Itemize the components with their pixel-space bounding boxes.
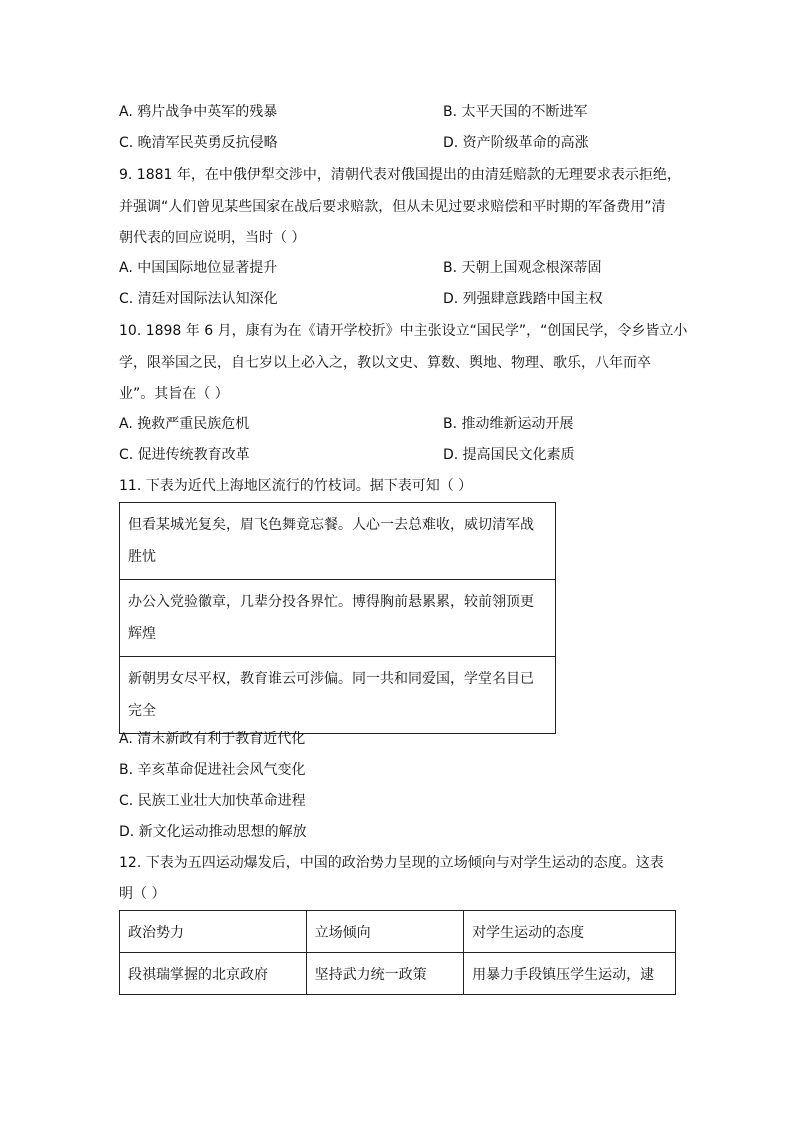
poem-line: 新朝男女尽平权，教育谁云可涉偏。同一共和同爱国，学堂名目已 — [128, 671, 534, 687]
q10-stem-line-2: 学，限举国之民，自七岁以上必入之，教以文史、算数、舆地、物理、歌乐，八年而卒 — [119, 355, 651, 371]
q10-stem-line-1: 10. 1898 年 6 月，康有为在《请开学校折》中主张设立“国民学”，“创国民学，令乡皆立小 — [119, 323, 688, 339]
q10-option-c[interactable]: C. 促进传统教育改革 — [119, 447, 250, 463]
q9-stem-line-3: 朝代表的回应说明，当时（ ） — [119, 230, 306, 246]
q8-option-c[interactable]: C. 晚清军民英勇反抗侵略 — [119, 135, 278, 151]
q10-option-b[interactable]: B. 推动维新运动开展 — [443, 416, 574, 432]
poem-line: 辉煌 — [128, 626, 156, 642]
column-header: 对学生运动的态度 — [464, 911, 676, 953]
poem-line: 完全 — [128, 703, 156, 719]
q11-option-c[interactable]: C. 民族工业壮大加快革命进程 — [119, 793, 306, 809]
table-cell — [120, 657, 556, 734]
poem-line: 办公入党验徽章，几辈分投各界忙。博得胸前悬累累，较前翎顶更 — [128, 594, 534, 610]
q11-option-d[interactable]: D. 新文化运动推动思想的解放 — [119, 824, 307, 840]
poem-line: 胜忧 — [128, 549, 156, 565]
q12-politics-table — [119, 910, 676, 995]
q11-option-a[interactable]: A. 清末新政有利于教育近代化 — [119, 731, 306, 747]
q11-option-b[interactable]: B. 辛亥革命促进社会风气变化 — [119, 762, 306, 778]
q9-stem-line-2: 并强调“人们曾见某些国家在战后要求赔款，但从未见过要求赔偿和平时期的军备费用”清 — [119, 199, 666, 215]
table-header-row — [120, 911, 676, 953]
q11-stem: 11. 下表为近代上海地区流行的竹枝词。据下表可知（ ） — [119, 478, 473, 494]
q8-option-b[interactable]: B. 太平天国的不断进军 — [443, 104, 588, 120]
q8-option-a[interactable]: A. 鸦片战争中英军的残暴 — [119, 104, 278, 120]
table-cell: 坚持武力统一政策 — [306, 953, 464, 995]
table-cell — [120, 580, 556, 657]
table-cell: 用暴力手段镇压学生运动，逮 — [464, 953, 676, 995]
table-row — [120, 657, 556, 734]
table-row — [120, 953, 676, 995]
q9-option-d[interactable]: D. 列强肆意践踏中国主权 — [443, 291, 603, 307]
q8-option-d[interactable]: D. 资产阶级革命的高涨 — [443, 135, 589, 151]
column-header: 政治势力 — [120, 911, 307, 953]
table-cell — [120, 503, 556, 580]
q9-option-a[interactable]: A. 中国国际地位显著提升 — [119, 260, 278, 276]
q12-stem-line-2: 明（ ） — [119, 886, 166, 902]
q9-option-c[interactable]: C. 清廷对国际法认知深化 — [119, 291, 278, 307]
table-cell: 段祺瑞掌握的北京政府 — [120, 953, 307, 995]
q9-option-b[interactable]: B. 天朝上国观念根深蒂固 — [443, 260, 602, 276]
q9-stem-line-1: 9. 1881 年，在中俄伊犁交涉中，清朝代表对俄国提出的由清廷赔款的无理要求表示拒绝， — [119, 167, 681, 183]
table-row — [120, 503, 556, 580]
table-row — [120, 580, 556, 657]
q10-stem-line-3: 业”。其旨在（ ） — [119, 386, 229, 402]
column-header: 立场倾向 — [306, 911, 464, 953]
poem-line: 但看某城光复矣，眉飞色舞竟忘餐。人心一去总难收，威切清军战 — [128, 517, 534, 533]
q11-poem-table — [119, 502, 556, 734]
q10-option-a[interactable]: A. 挽救严重民族危机 — [119, 416, 250, 432]
q12-stem-line-1: 12. 下表为五四运动爆发后，中国的政治势力呈现的立场倾向与对学生运动的态度。这表 — [119, 855, 664, 871]
q10-option-d[interactable]: D. 提高国民文化素质 — [443, 447, 575, 463]
